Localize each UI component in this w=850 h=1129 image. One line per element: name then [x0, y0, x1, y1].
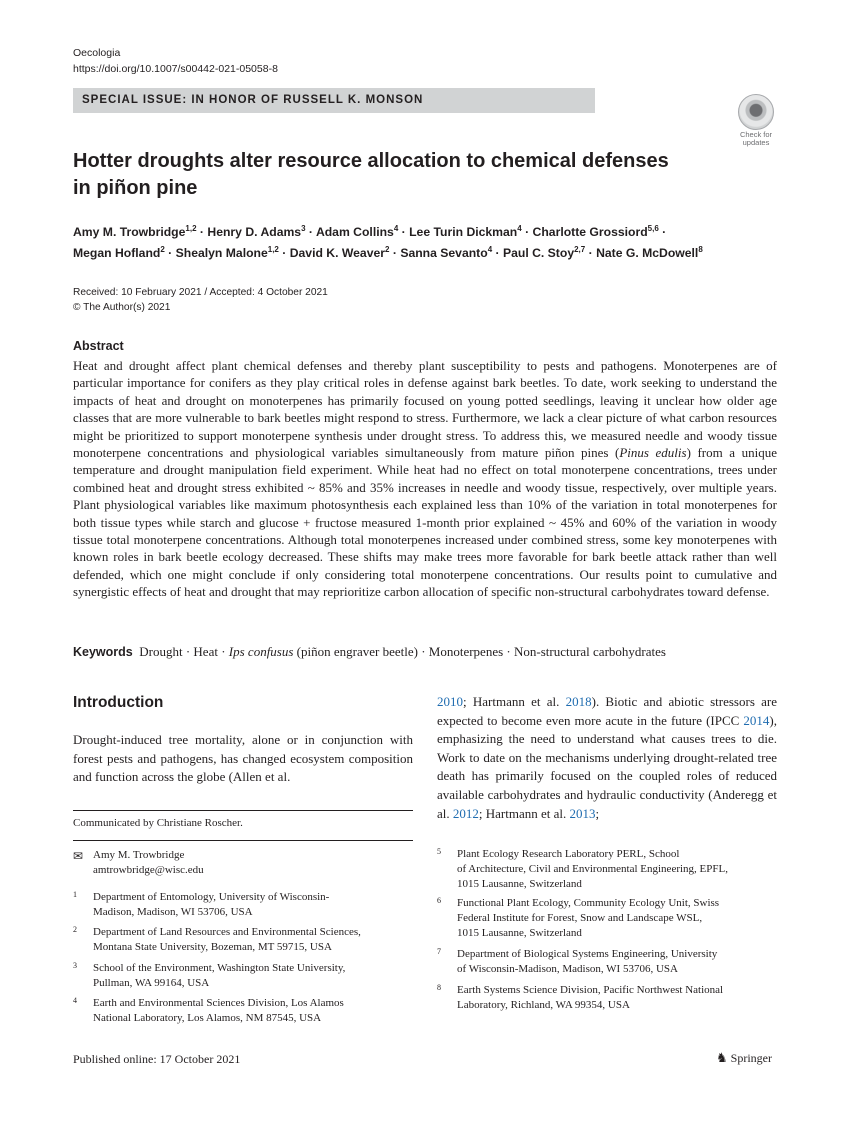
author[interactable]: Lee Turin Dickman — [409, 225, 518, 239]
special-issue-banner: SPECIAL ISSUE: IN HONOR OF RUSSELL K. MONSON — [73, 88, 595, 113]
publisher-logo[interactable] — [716, 1050, 772, 1066]
citation-link[interactable]: 2018 — [565, 694, 592, 709]
check-updates-label: Check for updates — [739, 130, 773, 147]
author[interactable]: Sanna Sevanto — [400, 246, 488, 260]
citation-link[interactable]: 2010 — [437, 694, 463, 709]
affiliation: 4 Earth and Environmental Sciences Division, Los Alamos National Laboratory, Los Alamos, NM 87545, USA — [73, 996, 344, 1024]
springer-horse-icon: ♞ — [716, 1050, 728, 1065]
check-for-updates-badge[interactable] — [734, 94, 778, 147]
envelope-icon: ✉ — [73, 849, 84, 863]
journal-header — [73, 45, 278, 77]
author-affiliation: 2 — [160, 244, 165, 254]
author-affiliation: 1,2 — [185, 223, 197, 233]
affiliation: 2 Department of Land Resources and Environmental Sciences, Montana State University, Bozeman, MT 59715, USA — [73, 925, 361, 953]
publisher-name: Springer — [730, 1051, 772, 1065]
author-list: Amy M. Trowbridge$^{1,2}$ · Henry D. Adams$^3$ · Adam Collins$^4$ · Lee Turin Dickman$^4$ · Charlotte Grossiord$^{5,6}$ · Megan Hofland$^2$ · Shealyn Malone$^{1,2}$ · David K. Weaver$^2$ · Sanna Sevanto$^4$ · Paul C. Stoy$^{2,7}$ · Nate G. McDowell$^8$ — [73, 223, 703, 260]
author[interactable]: Charlotte Grossiord — [532, 225, 648, 239]
affiliation: 6 Functional Plant Ecology, Community Ecology Unit, Swiss Federal Institute for Forest, Snow and Landscape WSL, 1015 Lausanne, Switzerland — [437, 896, 720, 939]
author-affiliation: 5,6 — [647, 223, 659, 233]
author-affiliation: 4 — [487, 244, 493, 254]
contact-email[interactable]: amtrowbridge@wisc.edu — [93, 864, 204, 876]
affiliation: 3 School of the Environment, Washington State University, Pullman, WA 99164, USA — [73, 961, 346, 989]
author-affiliation: 1,2 — [267, 244, 279, 254]
contact-name: Amy M. Trowbridge — [93, 849, 185, 861]
article-dates — [73, 285, 328, 315]
author[interactable]: Shealyn Malone — [175, 246, 268, 260]
published-online: Published online: 17 October 2021 — [73, 1052, 241, 1066]
doi-link[interactable]: https://doi.org/10.1007/s00442-021-05058-8 — [73, 63, 278, 75]
species-name: Pinus edulis — [619, 445, 687, 461]
author[interactable]: Henry D. Adams — [207, 225, 302, 239]
citation-link[interactable]: 2013 — [569, 805, 596, 821]
footnote-divider — [73, 840, 413, 841]
author[interactable]: Nate G. McDowell — [596, 246, 699, 260]
affiliation: 7 Department of Biological Systems Engineering, University of Wisconsin-Madison, Madison, WI 53706, USA — [437, 947, 718, 975]
introduction-heading: Introduction — [73, 694, 164, 711]
journal-name: Oecologia — [73, 47, 121, 59]
corresponding-author — [73, 848, 413, 878]
affiliation: 1 Department of Entomology, University of Wisconsin- Madison, Madison, WI 53706, USA — [73, 890, 330, 918]
abstract-heading: Abstract — [73, 339, 124, 353]
citation-link[interactable]: 2014 — [743, 712, 770, 728]
author[interactable]: Amy M. Trowbridge — [73, 225, 186, 239]
author-affiliation: 4 — [517, 223, 522, 233]
author[interactable]: Megan Hofland — [73, 246, 161, 260]
copyright: © The Author(s) 2021 — [73, 302, 171, 313]
affiliation: 5 Plant Ecology Research Laboratory PERL, School of Architecture, Civil and Environmental Engineering, EPFL, 1015 Lausanne, Switzerland — [437, 847, 728, 890]
author[interactable]: Paul C. Stoy — [502, 246, 575, 260]
keywords-label: Keywords — [73, 645, 133, 659]
introduction-text-right: 2010; Hartmann et al. 2018). Biotic and abiotic stressors are expected to become even more acute in the future (IPCC 2014), emphasizing the need to understand what causes trees to die. Work to date on the mechanisms underlying drought-related tree death has primarily focused on the coupled roles of reduced available carbohydrates and hydraulic conductivity (Anderegg et al. 2012; Hartmann et al. 2013; — [437, 694, 777, 821]
author-affiliation: 2,7 — [574, 244, 586, 254]
article-title: Hotter droughts alter resource allocation to chemical defenses in piñon pine — [73, 150, 669, 199]
abstract-body: Heat and drought affect plant chemical defenses and thereby plant susceptibility to pests and pathogens. Monoterpenes are of particular importance for conifers as they play critical roles in defense against bark beetles. To date, work seeking to understand the impacts of heat and drought on monoterpenes has primarily focused on young potted seedlings, leaving it unclear how older age classes that are more vulnerable to bark beetles might respond to stress. Furthermore, we lack a clear picture of what carbon resources might be prioritized to support monoterpene synthesis under drought stress. To address this, we measured needle and woody tissue monoterpene concentrations and physiological variables simultaneously from mature piñon pines (Pinus edulis) from a unique temperature and drought manipulation field experiment. While heat had no effect on total monoterpene concentrations, trees under combined heat and drought stress exhibited ~ 85% and 35% increases in needle and woody tissue, respectively, over multiple years. Plant physiological variables like maximum photosynthesis each explained less than 10% of the variation in total monoterpenes for both tissue types while starch and glucose + fructose measured 1-month prior explained ~ 45% and 60% of the variation in woody tissue total monoterpene concentrations. Although total monoterpenes increased under combined stress, some key monoterpenes with known roles in bark beetle ecology decreased. These shifts may make trees more favorable for bark beetle attack rather than well defended, which one might conclude if only considering total monoterpene concentrations. Our results point to cumulative and synergistic effects of heat and drought that may reprioritize carbon allocation of specific non-structural carbohydrates toward defense. — [73, 358, 777, 600]
author[interactable]: Adam Collins — [315, 225, 394, 239]
communicated-by: Communicated by Christiane Roscher. — [73, 817, 243, 829]
author-affiliation: 8 — [698, 244, 703, 254]
author-affiliation: 3 — [301, 223, 306, 233]
author-affiliation: 4 — [393, 223, 399, 233]
received-accepted: Received: 10 February 2021 / Accepted: 4 October 2021 — [73, 287, 328, 298]
introduction-text-left: Drought-induced tree mortality, alone or in conjunction with forest pests and pathogens, has changed ecosystem composition and function across the globe (Allen et al. — [73, 732, 413, 785]
keywords: Keywords Drought · Heat · Ips confusus (piñon engraver beetle) · Monoterpenes · Non-structural carbohydrates — [73, 644, 666, 659]
author-affiliation: 2 — [385, 244, 390, 254]
affiliation: 8 Earth Systems Science Division, Pacific Northwest National Laboratory, Richland, WA 99354, USA — [437, 983, 724, 1011]
check-updates-icon — [738, 94, 774, 130]
citation-link[interactable]: 2012 — [452, 805, 479, 821]
footnote-divider — [73, 810, 413, 811]
author[interactable]: David K. Weaver — [289, 246, 386, 260]
